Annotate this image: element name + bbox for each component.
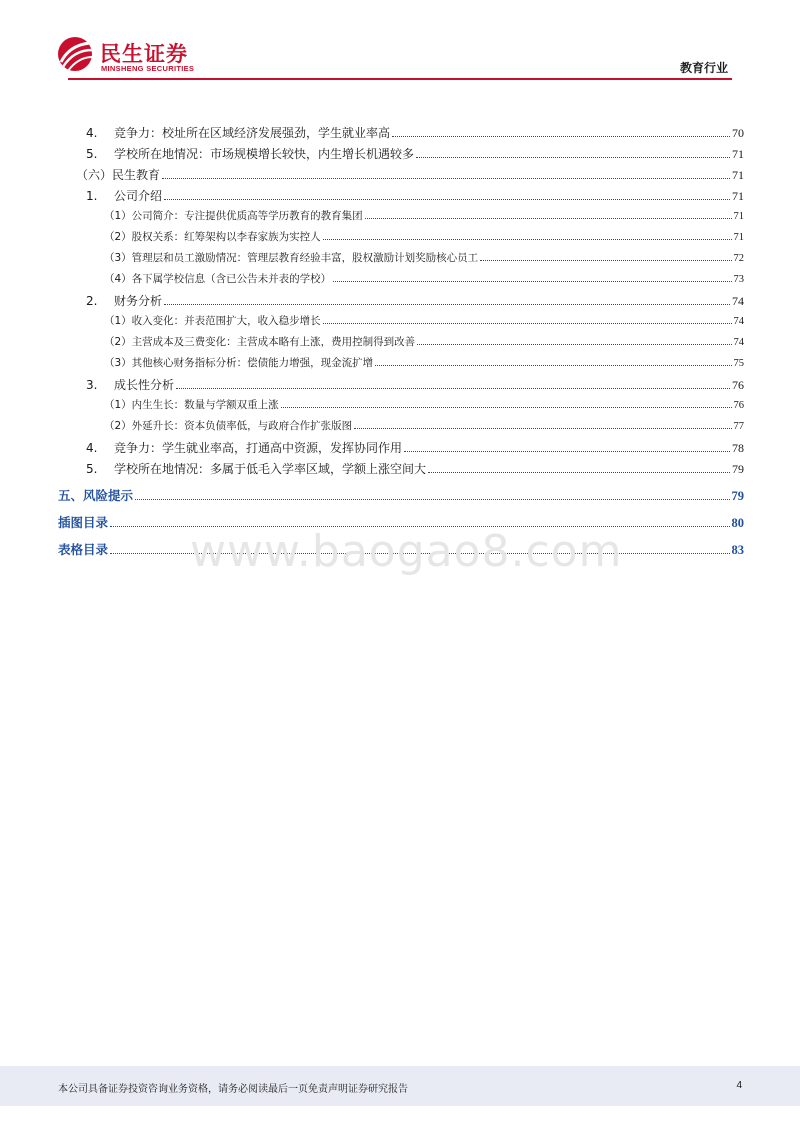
minsheng-logo-icon — [56, 34, 94, 74]
toc-page-number: 76 — [733, 400, 744, 411]
toc-number: 5. — [86, 462, 98, 476]
toc-entry[interactable] — [58, 486, 744, 504]
toc-page-number: 77 — [733, 421, 744, 432]
page-footer — [0, 1066, 800, 1106]
toc-leader — [365, 218, 732, 219]
toc-page-number: 79 — [732, 462, 744, 476]
toc-page-number: 74 — [732, 294, 744, 308]
toc-leader — [281, 407, 732, 408]
toc-page-number: 70 — [732, 126, 744, 140]
toc-title: 竞争力：校址所在区域经济发展强劲，学生就业率高 — [114, 126, 391, 140]
toc-title: 表格目录 — [58, 542, 109, 557]
toc-leader — [323, 323, 732, 324]
toc-page-number: 74 — [733, 337, 744, 348]
toc-leader — [375, 365, 731, 366]
toc-entry[interactable] — [86, 292, 744, 309]
toc-page-number: 74 — [733, 316, 744, 327]
header-divider — [68, 78, 732, 80]
toc-entry[interactable] — [104, 250, 744, 265]
toc-leader — [392, 136, 730, 137]
toc-entry[interactable] — [86, 439, 744, 456]
toc-entry[interactable] — [86, 187, 744, 204]
toc-page-number: 78 — [732, 441, 744, 455]
toc-entry[interactable] — [104, 271, 744, 286]
toc-title: （1）公司简介：专注提供优质高等学历教育的教育集团 — [104, 210, 363, 222]
toc-page-number: 79 — [731, 489, 744, 503]
toc-title: 插图目录 — [58, 515, 109, 530]
toc-leader — [480, 260, 731, 261]
toc-page-number: 76 — [732, 378, 744, 392]
toc-entry[interactable] — [104, 208, 744, 223]
toc-number: 3. — [86, 378, 98, 392]
toc-page-number: 75 — [733, 358, 744, 369]
toc-leader — [323, 239, 732, 240]
toc-title: 公司介绍 — [114, 189, 163, 203]
toc-title: （2）外延升长：资本负债率低，与政府合作扩张版图 — [104, 420, 353, 432]
toc-leader — [162, 178, 730, 179]
toc-entry[interactable] — [86, 376, 744, 393]
toc-page-number: 80 — [731, 516, 744, 530]
toc-leader — [164, 199, 730, 200]
toc-leader — [416, 157, 730, 158]
toc-title: 竞争力：学生就业率高，打通高中资源，发挥协同作用 — [114, 441, 403, 455]
toc-title: 财务分析 — [114, 294, 163, 308]
toc-page-number: 83 — [731, 543, 744, 557]
toc-title: （1）内生生长：数量与学额双重上涨 — [104, 399, 279, 411]
toc-title: 学校所在地情况：多属于低毛入学率区域，学额上涨空间大 — [114, 462, 427, 476]
toc-number: 5. — [86, 147, 98, 161]
toc-page-number: 72 — [733, 253, 744, 264]
watermark: www.baogao8.com — [190, 526, 623, 577]
brand-name-en: MINSHENG SECURITIES — [101, 64, 195, 73]
toc-page-number: 71 — [733, 211, 744, 222]
toc-title: （3）管理层和员工激励情况：管理层教育经验丰富，股权激励计划奖励核心员工 — [104, 252, 479, 264]
toc-leader — [176, 388, 730, 389]
toc-leader — [333, 281, 731, 282]
toc-leader — [135, 499, 729, 500]
page-header — [0, 0, 800, 80]
toc-entry[interactable] — [104, 229, 744, 244]
toc-number: 2. — [86, 294, 98, 308]
toc-leader — [354, 428, 731, 429]
toc-title: （1）收入变化：并表范围扩大，收入稳步增长 — [104, 315, 321, 327]
toc-entry[interactable] — [104, 334, 744, 349]
toc-page-number: 71 — [732, 189, 744, 203]
toc-entry[interactable] — [104, 418, 744, 433]
toc-entry[interactable] — [104, 313, 744, 328]
toc-number: 4. — [86, 126, 98, 140]
toc-entry[interactable] — [86, 124, 744, 141]
toc-leader — [404, 451, 730, 452]
toc-title: （2）股权关系：红筹架构以李春家族为实控人 — [104, 231, 321, 243]
industry-label: 教育行业 — [679, 61, 728, 75]
toc-leader — [428, 472, 730, 473]
toc-title: （3）其他核心财务指标分析：偿债能力增强，现金流扩增 — [104, 357, 374, 369]
toc-title: 成长性分析 — [114, 378, 175, 392]
footer-disclaimer: 本公司具备证券投资咨询业务资格，请务必阅读最后一页免责声明证券研究报告 — [58, 1084, 408, 1095]
toc-page-number: 73 — [733, 274, 744, 285]
toc-page-number: 71 — [733, 232, 744, 243]
toc-entry[interactable] — [104, 397, 744, 412]
toc-page-number: 71 — [732, 147, 744, 161]
toc-entry[interactable] — [86, 145, 744, 162]
toc-entry[interactable] — [104, 355, 744, 370]
toc-number: 4. — [86, 441, 98, 455]
toc-title: 五、风险提示 — [58, 488, 134, 503]
toc-leader — [417, 344, 731, 345]
toc-title: （2）主营成本及三费变化：主营成本略有上涨，费用控制得到改善 — [104, 336, 416, 348]
toc-number: 1. — [86, 189, 98, 203]
toc-title: （4）各下属学校信息（含已公告未并表的学校） — [104, 273, 332, 285]
toc-page-number: 71 — [732, 168, 744, 182]
toc-entry[interactable] — [86, 460, 744, 477]
toc-title: 学校所在地情况：市场规模增长较快，内生增长机遇较多 — [114, 147, 415, 161]
toc-title: （六）民生教育 — [76, 168, 161, 182]
footer-page-number: 4 — [736, 1080, 742, 1091]
toc-leader — [164, 304, 730, 305]
toc-entry[interactable] — [76, 166, 744, 183]
brand-name-cn: 民生证券 — [100, 42, 188, 66]
